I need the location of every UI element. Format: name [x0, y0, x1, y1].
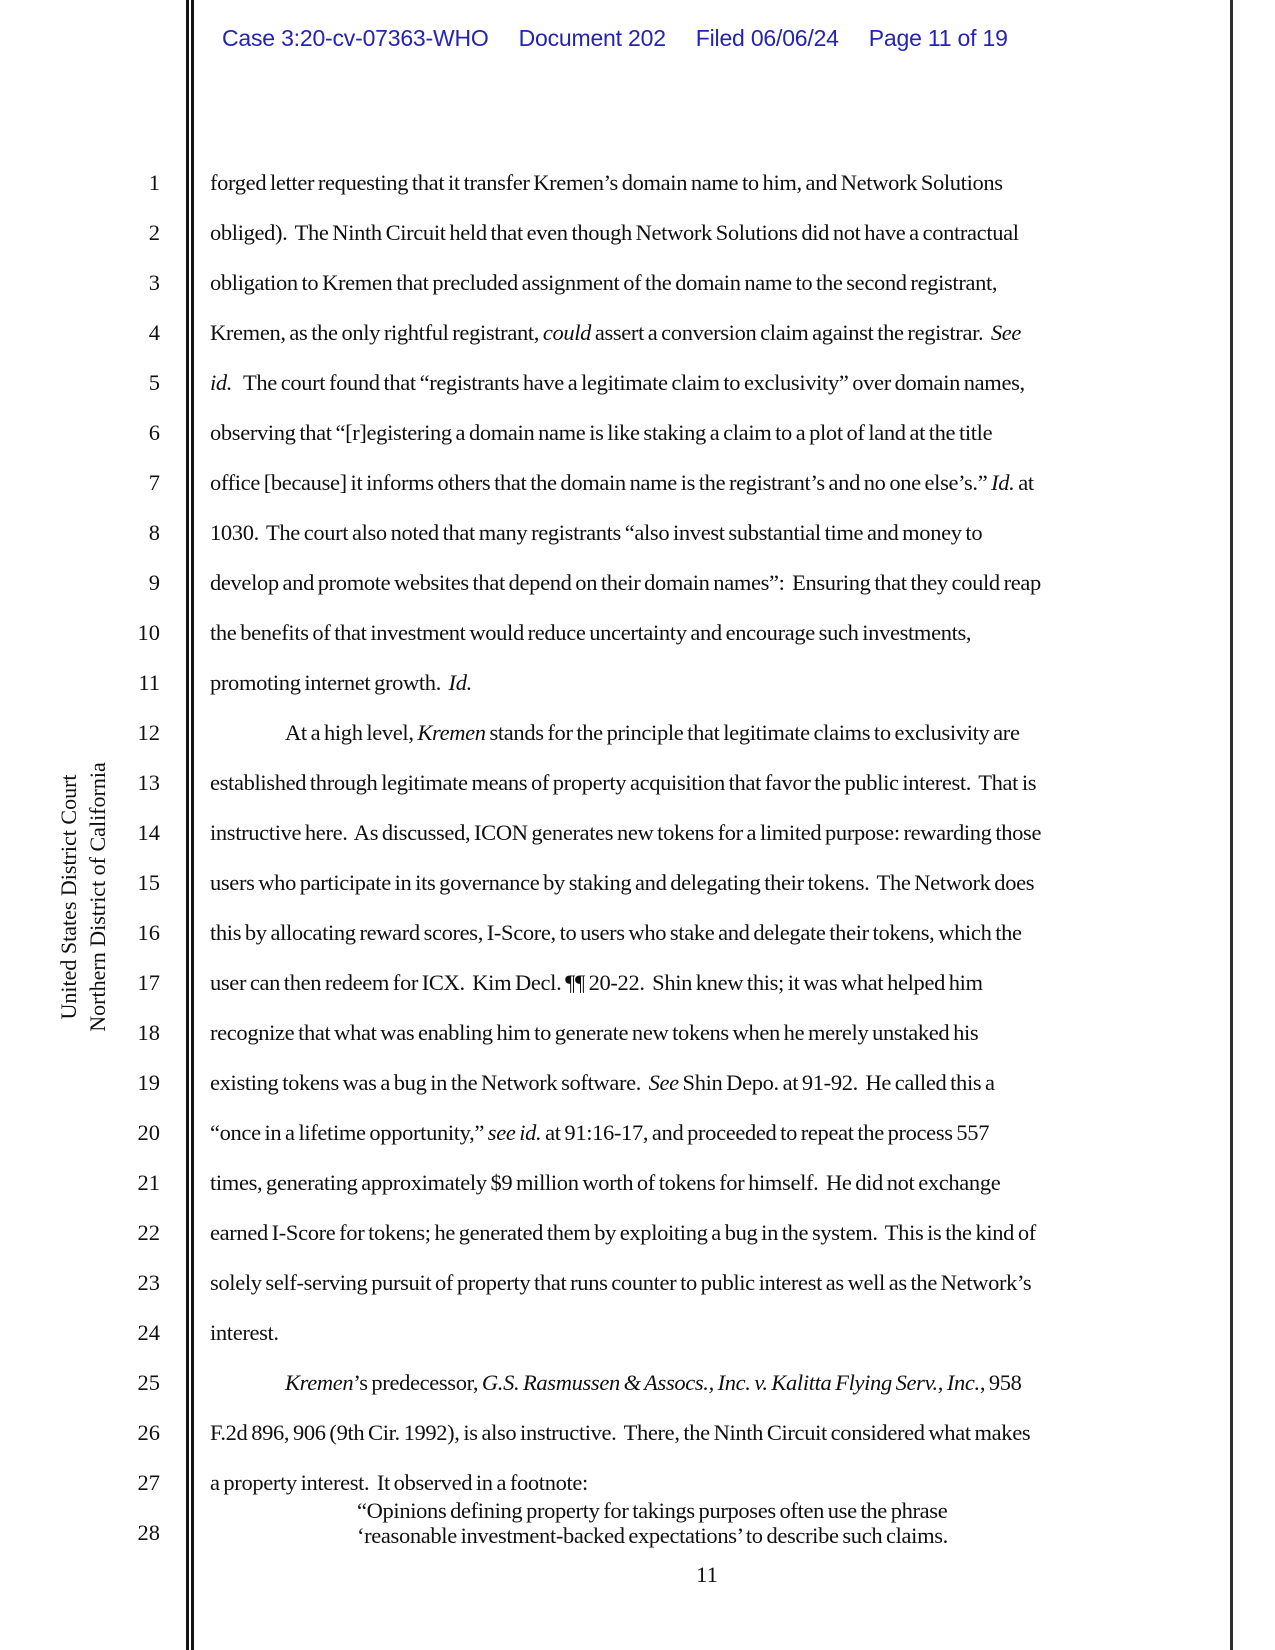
line-number: 18	[137, 1020, 160, 1045]
line-number: 15	[137, 870, 160, 895]
line-number: 8	[148, 520, 160, 545]
line-number: 1	[148, 170, 160, 195]
body-line: “once in a lifetime opportunity,” see id. at 91:16-17, and proceeded to repeat the process 557	[210, 1120, 990, 1145]
line-number: 13	[137, 770, 160, 795]
line-number: 12	[137, 720, 160, 745]
line-number: 28	[137, 1520, 160, 1545]
header-case-number: Case 3:20-cv-07363-WHO	[222, 25, 489, 51]
body-line: forged letter requesting that it transfer Kremen’s domain name to him, and Network Solutions	[210, 170, 1003, 195]
body-line: F.2d 896, 906 (9th Cir. 1992), is also instructive. There, the Ninth Circuit considered what makes	[210, 1420, 1031, 1445]
line-number: 19	[137, 1070, 160, 1095]
header-document-number: Document 202	[518, 25, 666, 51]
body-line: observing that “[r]egistering a domain name is like staking a claim to a plot of land at the title	[210, 420, 993, 445]
body-line: established through legitimate means of property acquisition that favor the public interest. That is	[210, 770, 1037, 795]
line-number: 6	[148, 420, 160, 445]
body-line: promoting internet growth. Id.	[210, 670, 472, 695]
line-number: 14	[137, 820, 160, 845]
body-line: At a high level, Kremen stands for the principle that legitimate claims to exclusivity are	[285, 720, 1020, 745]
body-line: obliged). The Ninth Circuit held that even though Network Solutions did not have a contractual	[210, 220, 1019, 245]
line-number: 4	[148, 320, 160, 345]
body-line: this by allocating reward scores, I-Score, to users who stake and delegate their tokens, which the	[210, 920, 1022, 945]
body-line: office [because] it informs others that the domain name is the registrant’s and no one else’s.” Id. at	[210, 470, 1034, 495]
body-line: solely self-serving pursuit of property that runs counter to public interest as well as the Network’s	[210, 1270, 1032, 1295]
line-number: 23	[137, 1270, 160, 1295]
line-number: 17	[137, 970, 160, 995]
body-line: users who participate in its governance by staking and delegating their tokens. The Network does	[210, 870, 1035, 895]
page-number: 11	[696, 1562, 718, 1587]
line-number: 10	[137, 620, 160, 645]
line-number: 2	[148, 220, 160, 245]
body-line: id. The court found that “registrants have a legitimate claim to exclusivity” over domain names,	[210, 370, 1025, 395]
body-line: obligation to Kremen that precluded assignment of the domain name to the second registrant,	[210, 270, 998, 295]
page-right-border	[1230, 0, 1233, 1650]
court-name-line1: United States District Court	[56, 774, 81, 1020]
body-line: Kremen, as the only rightful registrant, could assert a conversion claim against the registrar. See	[210, 320, 1022, 345]
line-number: 11	[138, 670, 160, 695]
line-number: 21	[137, 1170, 160, 1195]
line-number: 24	[137, 1320, 160, 1345]
line-number: 22	[137, 1220, 160, 1245]
body-line: earned I-Score for tokens; he generated them by exploiting a bug in the system. This is the kind of	[210, 1220, 1036, 1245]
body-line: recognize that what was enabling him to generate new tokens when he merely unstaked his	[210, 1020, 979, 1045]
pleading-double-rule	[186, 0, 194, 1650]
body-line: times, generating approximately $9 million worth of tokens for himself. He did not exchange	[210, 1170, 1001, 1195]
line-number: 5	[148, 370, 160, 395]
body-line: instructive here. As discussed, ICON generates new tokens for a limited purpose: rewarding those	[210, 820, 1042, 845]
line-number: 25	[137, 1370, 160, 1395]
footnote-quote-line: “Opinions defining property for takings purposes often use the phrase	[357, 1498, 948, 1523]
body-line: Kremen’s predecessor, G.S. Rasmussen & Assocs., Inc. v. Kalitta Flying Serv., Inc., 958	[285, 1370, 1022, 1395]
case-header	[222, 24, 1008, 52]
footnote-quote-line: ‘reasonable investment-backed expectations’ to describe such claims.	[357, 1523, 948, 1548]
court-name-line2: Northern District of California	[85, 762, 110, 1032]
header-filed-date: Filed 06/06/24	[695, 25, 839, 51]
line-number: 7	[148, 470, 160, 495]
body-line: the benefits of that investment would reduce uncertainty and encourage such investments,	[210, 620, 972, 645]
line-number: 16	[137, 920, 160, 945]
body-line: user can then redeem for ICX. Kim Decl. ¶¶ 20-22. Shin knew this; it was what helped him	[210, 970, 983, 995]
header-page-count: Page 11 of 19	[868, 25, 1008, 51]
body-line: 1030. The court also noted that many registrants “also invest substantial time and money to	[210, 520, 983, 545]
line-number: 20	[137, 1120, 160, 1145]
body-line: interest.	[210, 1320, 279, 1345]
line-number: 27	[137, 1470, 160, 1495]
body-line: develop and promote websites that depend on their domain names”: Ensuring that they could reap	[210, 570, 1041, 595]
body-line: a property interest. It observed in a footnote:	[210, 1470, 588, 1495]
line-number: 3	[148, 270, 160, 295]
body-line: existing tokens was a bug in the Network software. See Shin Depo. at 91-92. He called this a	[210, 1070, 995, 1095]
line-number: 26	[137, 1420, 160, 1445]
line-number: 9	[148, 570, 160, 595]
